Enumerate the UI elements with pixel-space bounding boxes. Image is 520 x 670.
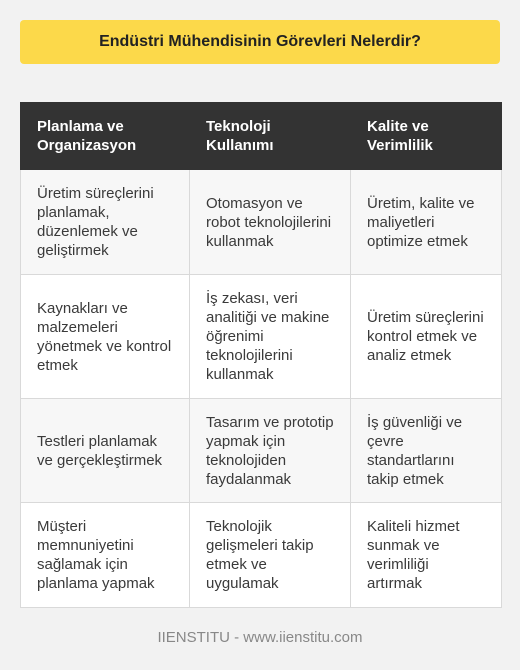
column-header-technology: Teknoloji Kullanımı (190, 103, 351, 170)
table-row (21, 275, 502, 399)
table-cell: Otomasyon ve robot teknolojilerini kullanmak (190, 170, 351, 275)
column-header-quality: Kalite ve Verimlilik (351, 103, 502, 170)
table-cell: Kaliteli hizmet sunmak ve verimliliği artırmak (351, 503, 502, 608)
column-header-planning: Planlama ve Organizasyon (21, 103, 190, 170)
table-cell: Testleri planlamak ve gerçekleştirmek (21, 399, 190, 503)
table-cell: Müşteri memnuniyetini sağlamak için planlama yapmak (21, 503, 190, 608)
table-cell: Kaynakları ve malzemeleri yönetmek ve kontrol etmek (21, 275, 190, 399)
table-row (21, 170, 502, 275)
duties-table (20, 102, 502, 608)
table-header-row (21, 103, 502, 170)
table-cell: Üretim süreçlerini planlamak, düzenlemek ve geliştirmek (21, 170, 190, 275)
table-cell: Üretim, kalite ve maliyetleri optimize etmek (351, 170, 502, 275)
table-cell: İş güvenliği ve çevre standartlarını takip etmek (351, 399, 502, 503)
page-title: Endüstri Mühendisinin Görevleri Nelerdir? (20, 20, 500, 64)
table-cell: Tasarım ve prototip yapmak için teknolojiden faydalanmak (190, 399, 351, 503)
table-cell: Teknolojik gelişmeleri takip etmek ve uygulamak (190, 503, 351, 608)
table-cell: Üretim süreçlerini kontrol etmek ve analiz etmek (351, 275, 502, 399)
footer-credit: IIENSTITU - www.iienstitu.com (157, 629, 363, 646)
table-cell: İş zekası, veri analitiği ve makine öğrenimi teknolojilerini kullanmak (190, 275, 351, 399)
table-row (21, 503, 502, 608)
table-row (21, 399, 502, 503)
